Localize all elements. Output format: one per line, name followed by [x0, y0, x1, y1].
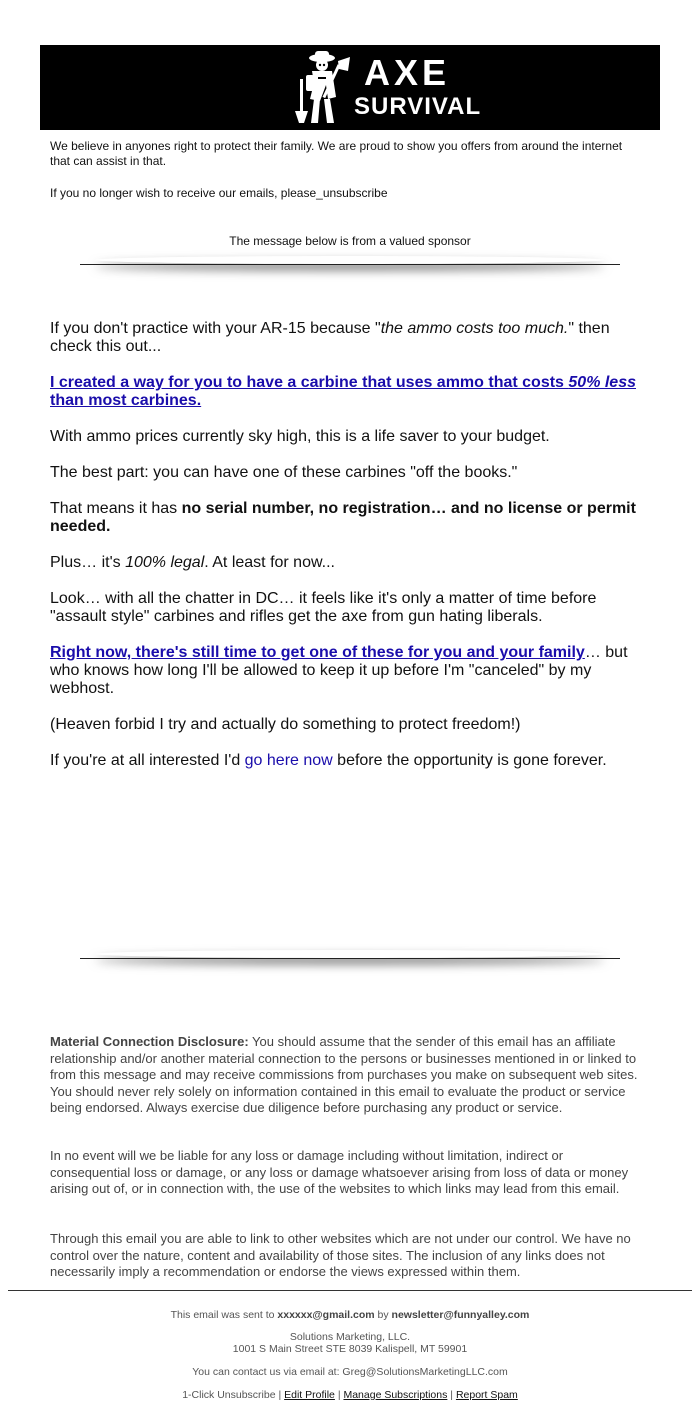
carbine-offer-link[interactable] [50, 374, 636, 409]
edit-profile-link[interactable]: Edit Profile [284, 1389, 335, 1401]
disclosure-text-1: You should assume that the sender of this email has an affiliate relationship and/or another material connection to the persons or businesses mentioned in or linked to from this message and may receive commissions from purchases you make on subsequent web sites. You should never rely solely on information contained in this email to evaluate the product or service being endorsed. Always exercise due diligence before purchasing any product or service. [50, 1034, 638, 1115]
p6-text-a: Plus… it's [50, 554, 126, 571]
disclosure-paragraph-2: In no event will we be liable for any loss or damage including without limitation, indirect or consequential loss or damage, or any loss or damage whatsoever arising from loss of data or money arising out of, or in connection with, the use of the websites to which links may lead from this email. [50, 1148, 629, 1196]
footer-divider [8, 1290, 692, 1291]
link1-emphasis: 50% less [568, 374, 636, 391]
divider-shadow-top [95, 256, 605, 264]
message-paragraph-10 [50, 752, 640, 770]
p8-text-b: … but who knows how long I'll be allowed to keep it up before I'm "canceled" by my webhost. [50, 644, 628, 697]
p10-text-a: If you're at all interested I'd [50, 752, 245, 769]
divider-bottom [80, 958, 620, 959]
footer-sent-line [0, 1309, 700, 1321]
message-paragraph-4: The best part: you can have one of these carbines "off the books." [50, 464, 518, 481]
unsubscribe-link[interactable]: _unsubscribe [316, 186, 388, 200]
separator: | [275, 1389, 285, 1401]
message-paragraph-5 [50, 500, 640, 536]
message-link-paragraph-1 [50, 374, 640, 410]
sent-prefix: This email was sent to [170, 1309, 278, 1321]
unsubscribe-prefix: If you no longer wish to receive our emails, please [50, 186, 317, 200]
disclosure-label: Material Connection Disclosure: [50, 1034, 249, 1049]
divider-shadow-bottom [95, 950, 605, 958]
p10-text-b: before the opportunity is gone forever. [332, 752, 607, 769]
separator: | [334, 1389, 344, 1401]
divider-top [80, 264, 620, 265]
p1-text-a: If you don't practice with your AR-15 because " [50, 320, 381, 337]
family-offer-link[interactable]: Right now, there's still time to get one of these for you and your family [50, 644, 585, 661]
separator: | [447, 1389, 456, 1401]
logo-text-axe: AXE [364, 52, 451, 93]
survivor-figure-icon [284, 49, 354, 127]
axe-survival-logo [284, 49, 484, 127]
disclosure-paragraph-1 [50, 1034, 640, 1117]
go-here-now-link[interactable]: go here now [244, 752, 333, 769]
message-paragraph-6 [50, 554, 640, 572]
message-paragraph-8 [50, 644, 640, 698]
unsubscribe-line [50, 186, 640, 201]
footer-company: Solutions Marketing, LLC. [289, 1331, 411, 1343]
p1-text-b: " then check this out... [50, 320, 610, 355]
link1-text-b: than most carbines. [50, 392, 202, 409]
manage-subscriptions-link[interactable]: Manage Subscriptions [343, 1389, 448, 1401]
sponsor-note: The message below is from a valued sponsor [229, 234, 471, 248]
footer-address: 1001 S Main Street STE 8039 Kalispell, MT 59901 [232, 1343, 468, 1355]
footer-contact: You can contact us via email at: Greg@SolutionsMarketingLLC.com [192, 1366, 508, 1378]
sender-email: newsletter@funnyalley.com [391, 1309, 530, 1321]
message-paragraph-1 [50, 320, 640, 356]
message-paragraph-9: (Heaven forbid I try and actually do something to protect freedom!) [50, 716, 521, 733]
sent-by: by [374, 1309, 392, 1321]
message-paragraph-3: With ammo prices currently sky high, this is a life saver to your budget. [50, 428, 550, 445]
intro-text: We believe in anyones right to protect their family. We are proud to show you offers from around the internet that can assist in that. [50, 139, 623, 168]
footer-links [0, 1389, 700, 1401]
one-click-unsubscribe[interactable]: 1-Click Unsubscribe [182, 1389, 276, 1401]
link1-text-a: I created a way for you to have a carbine that uses ammo that costs [50, 374, 569, 391]
p5-text-a: That means it has [50, 500, 182, 517]
p5-bold: no serial number, no registration… and no license or permit needed. [50, 500, 636, 535]
p6-emphasis: 100% legal [125, 554, 205, 571]
message-paragraph-7: Look… with all the chatter in DC… it feels like it's only a matter of time before "assault style" carbines and rifles get the axe from gun hating liberals. [50, 590, 597, 625]
recipient-email: xxxxxx@gmail.com [277, 1309, 375, 1321]
p6-text-b: . At least for now... [204, 554, 335, 571]
report-spam-link[interactable]: Report Spam [455, 1389, 518, 1401]
header-banner [40, 45, 660, 130]
p1-emphasis: the ammo costs too much. [380, 320, 569, 337]
disclosure-paragraph-3: Through this email you are able to link to other websites which are not under our control. We have no control over the nature, content and availability of those sites. The inclusion of any links does not necessarily imply a recommendation or endorse the views expressed within them. [50, 1231, 631, 1279]
logo-text-survival: SURVIVAL [354, 93, 482, 120]
